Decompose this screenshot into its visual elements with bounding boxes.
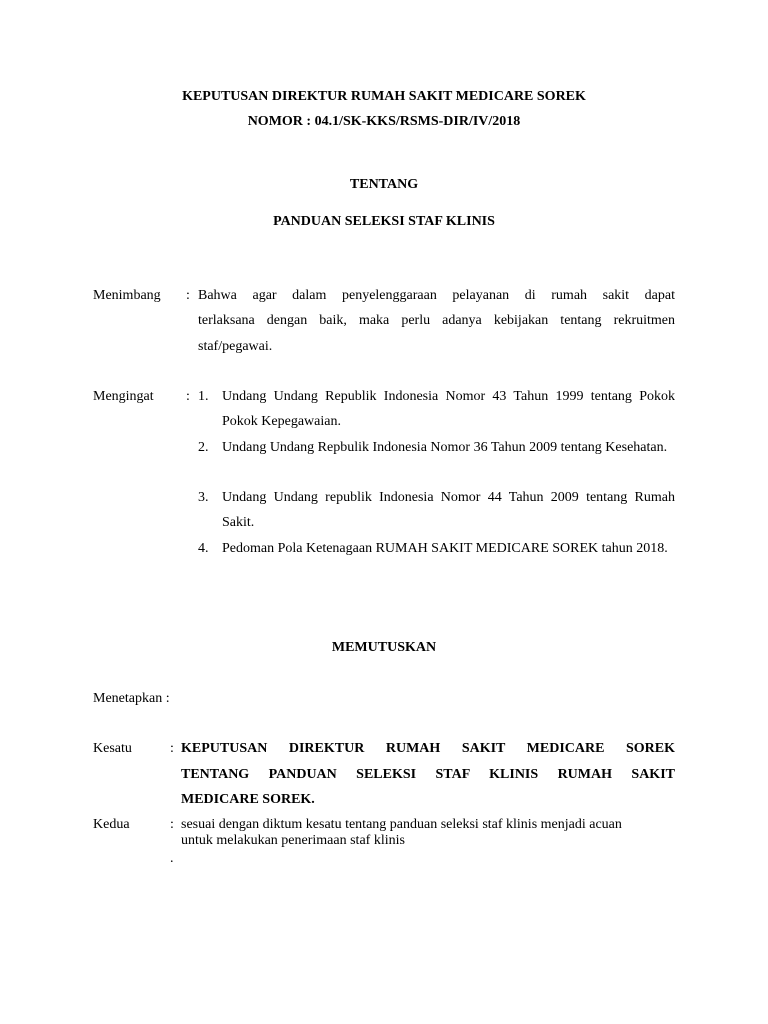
mengingat-item — [198, 485, 675, 535]
decree-number: NOMOR : 04.1/SK-KKS/RSMS-DIR/IV/2018 — [247, 114, 521, 129]
list-number: 3. — [198, 490, 209, 505]
list-number: 1. — [198, 389, 209, 404]
menimbang-colon: : — [186, 288, 190, 303]
mengingat-item — [198, 435, 675, 460]
kesatu-line-2: TENTANG PANDUAN SELEKSI STAF KLINIS RUMAH SAKIT — [181, 767, 675, 782]
menetapkan-label: Menetapkan : — [93, 691, 170, 706]
kesatu-label: Kesatu — [93, 741, 132, 756]
about-heading: TENTANG — [349, 177, 419, 192]
list-text: Pedoman Pola Ketenagaan RUMAH SAKIT MEDICARE SOREK tahun 2018. — [222, 541, 668, 556]
menimbang-line-2: terlaksana dengan baik, maka perlu adanya kebijakan tentang rekruitmen — [198, 313, 675, 328]
kedua-line-2: untuk melakukan penerimaan staf klinis — [181, 833, 405, 848]
kedua-colon: : — [170, 817, 174, 832]
mengingat-item — [198, 536, 675, 561]
menimbang-label: Menimbang — [93, 288, 161, 303]
kedua-line-1: sesuai dengan diktum kesatu tentang panduan seleksi staf klinis menjadi acuan — [181, 817, 622, 832]
mengingat-label: Mengingat — [93, 389, 154, 404]
list-number: 4. — [198, 541, 209, 556]
kedua-label: Kedua — [93, 817, 130, 832]
memutuskan-heading: MEMUTUSKAN — [331, 640, 437, 655]
decree-title: KEPUTUSAN DIREKTUR RUMAH SAKIT MEDICARE SOREK — [182, 89, 586, 104]
kesatu-colon: : — [170, 741, 174, 756]
decree-subject: PANDUAN SELEKSI STAF KLINIS — [273, 214, 495, 229]
list-number: 2. — [198, 440, 209, 455]
kesatu-line-1: KEPUTUSAN DIREKTUR RUMAH SAKIT MEDICARE SOREK — [181, 741, 675, 756]
list-text: Undang Undang republik Indonesia Nomor 44 Tahun 2009 tentang Rumah Sakit. — [222, 490, 675, 530]
mengingat-item — [198, 384, 675, 434]
menimbang-line-1: Bahwa agar dalam penyelenggaraan pelayanan di rumah sakit dapat — [198, 288, 675, 303]
list-text: Undang Undang Republik Indonesia Nomor 43 Tahun 1999 tentang Pokok Pokok Kepegawaian. — [222, 389, 675, 429]
mengingat-colon: : — [186, 389, 190, 404]
trailing-period: . — [170, 851, 174, 866]
list-text: Undang Undang Repbulik Indonesia Nomor 36 Tahun 2009 tentang Kesehatan. — [222, 440, 668, 455]
menimbang-line-3: staf/pegawai. — [198, 339, 273, 354]
kesatu-line-3: MEDICARE SOREK. — [181, 792, 315, 807]
